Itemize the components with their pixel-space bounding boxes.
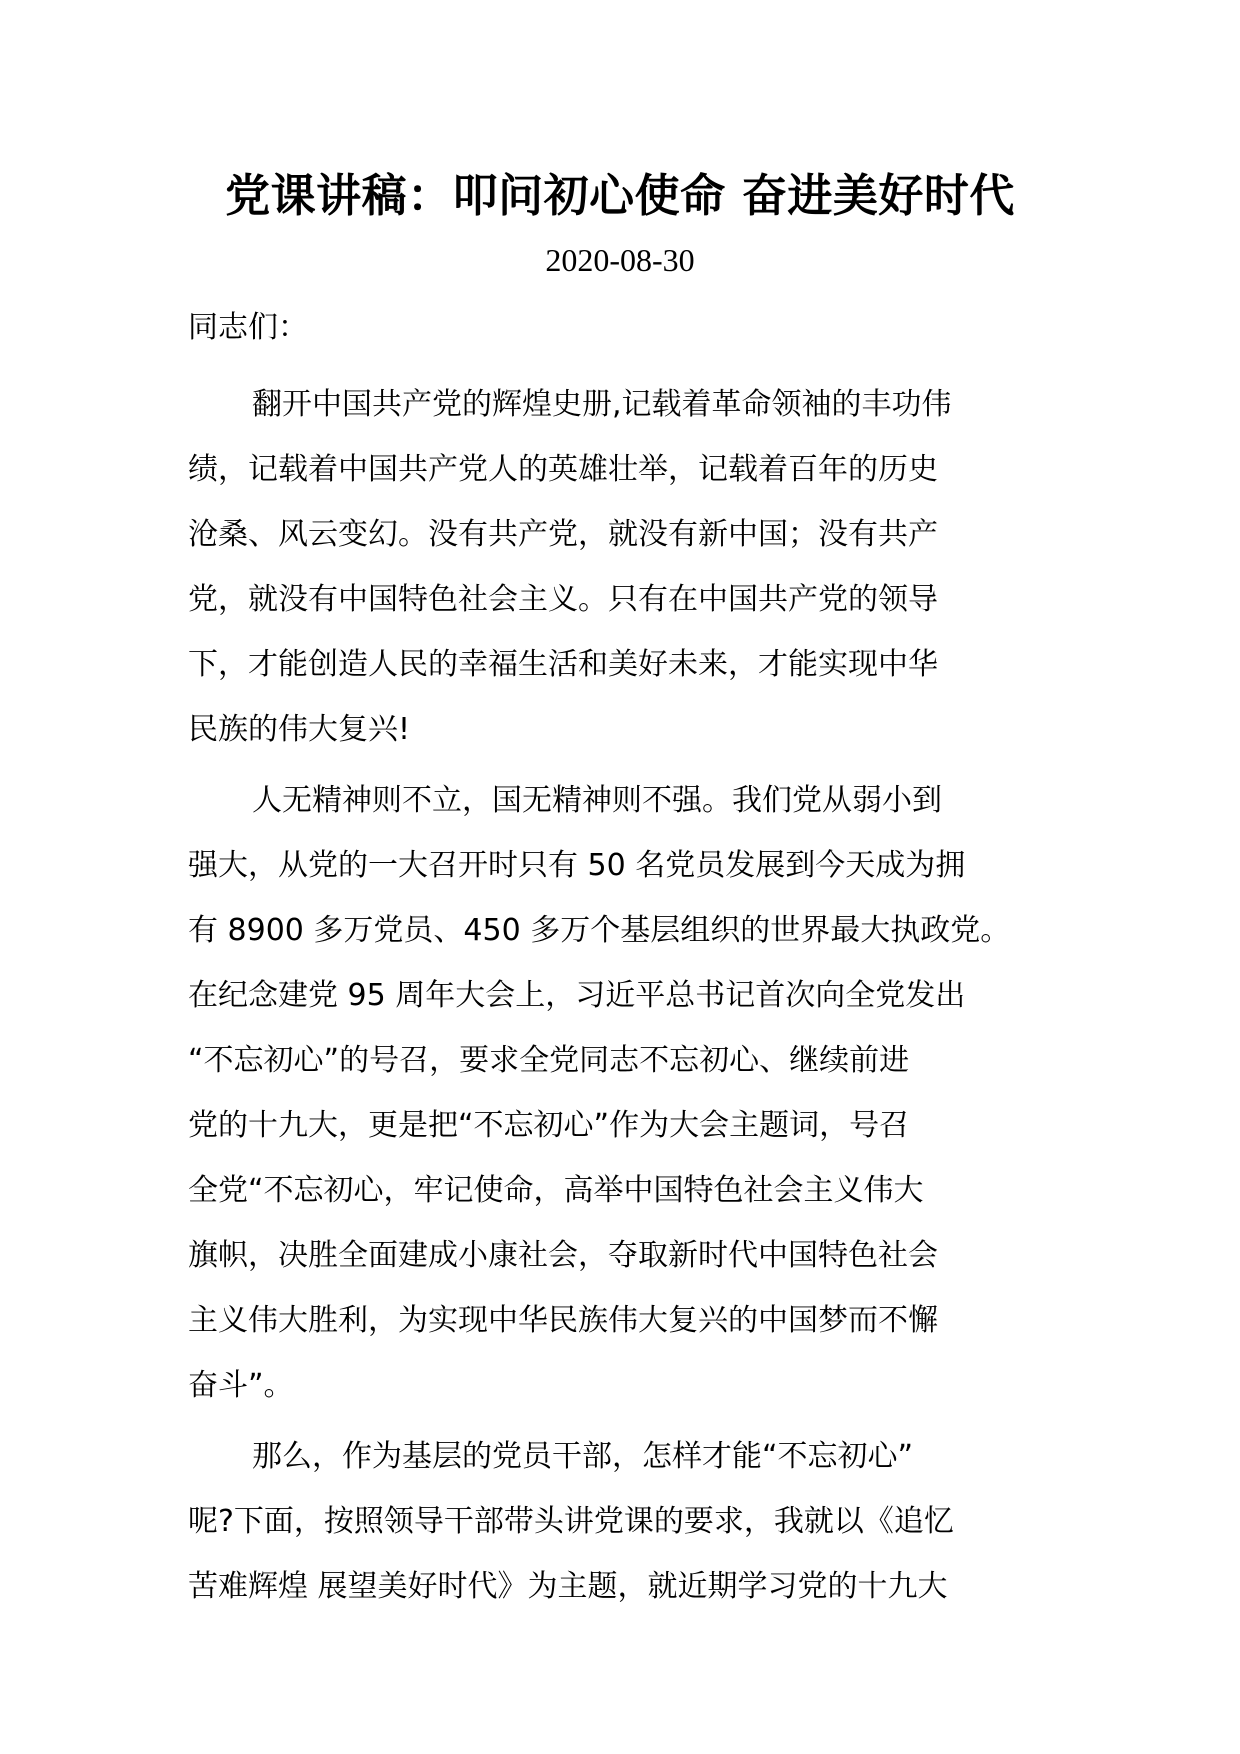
text-line: 翻开中国共产党的辉煌史册,记载着革命领袖的丰功伟 [252,387,952,422]
document-title: 党课讲稿：叩问初心使命 奋进美好时代 [225,169,1015,222]
text-line: 沧桑、风云变幻。没有共产党，就没有新中国；没有共产 [188,517,938,552]
text-line: 苦难辉煌 展望美好时代》为主题，就近期学习党的十九大 [188,1569,948,1604]
text-line: 主义伟大胜利，为实现中华民族伟大复兴的中国梦而不懈 [188,1303,938,1338]
text-line: 那么，作为基层的党员干部，怎样才能“不忘初心” [252,1439,914,1474]
text-line: 呢?下面，按照领导干部带头讲党课的要求，我就以《追忆 [188,1504,954,1539]
text-line: 民族的伟大复兴! [188,712,411,747]
text-line: 在纪念建党 95 周年大会上，习近平总书记首次向全党发出 [188,978,966,1013]
document-date: 2020-08-30 [545,242,695,278]
text-line: 全党“不忘初心，牢记使命，高举中国特色社会主义伟大 [188,1173,924,1208]
text-line: 下，才能创造人民的幸福生活和美好未来，才能实现中华 [188,647,938,682]
document-body [188,300,1058,1619]
text-line: 有 8900 多万党员、450 多万个基层组织的世界最大执政党。 [188,913,1011,948]
paragraph-3 [188,1424,1058,1619]
text-line: 人无精神则不立，国无精神则不强。我们党从弱小到 [252,783,942,818]
text-line: 绩，记载着中国共产党人的英雄壮举，记载着百年的历史 [188,452,938,487]
text-line: 奋斗”。 [188,1368,294,1403]
salutation: 同志们： [188,310,308,345]
text-line: “不忘初心”的号召，要求全党同志不忘初心、继续前进 [188,1043,910,1078]
text-line: 旗帜，决胜全面建成小康社会，夺取新时代中国特色社会 [188,1238,938,1273]
text-line: 党的十九大，更是把“不忘初心”作为大会主题词，号召 [188,1108,910,1143]
paragraph-1 [188,372,1058,762]
text-line: 强大，从党的一大召开时只有 50 名党员发展到今天成为拥 [188,848,966,883]
paragraph-2 [188,768,1058,1418]
text-line: 党，就没有中国特色社会主义。只有在中国共产党的领导 [188,582,938,617]
